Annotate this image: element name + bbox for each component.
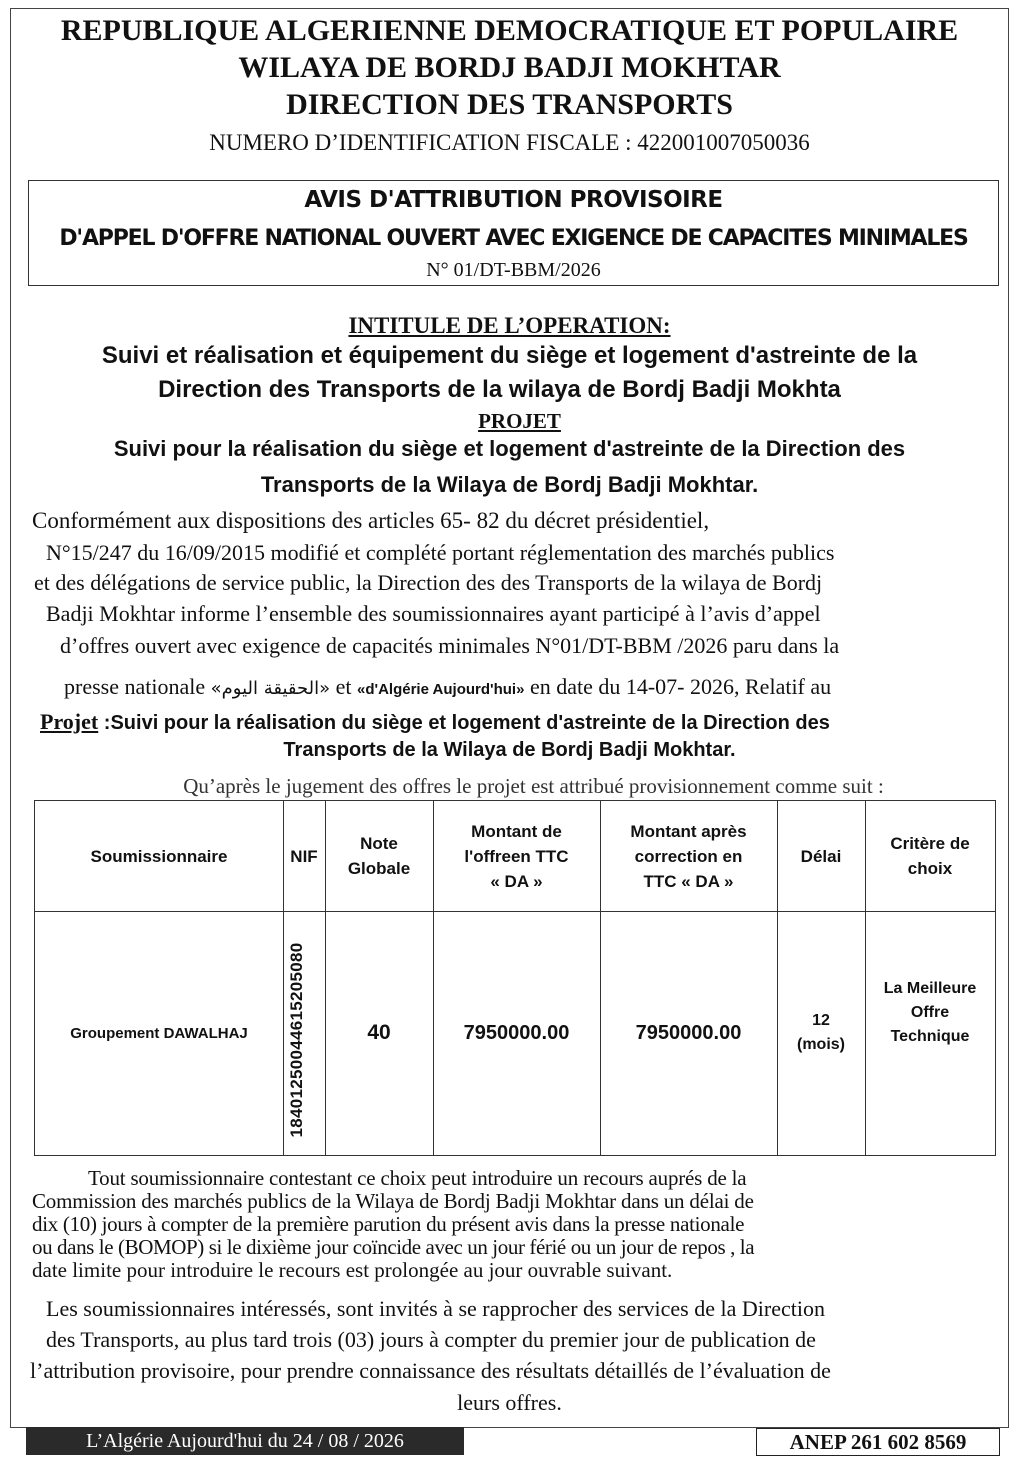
projet-heading: PROJET xyxy=(478,409,561,433)
notice-title-box xyxy=(28,180,999,286)
operation-line-2: Direction des Transports de la wilaya de Bordj Badji Mokhta xyxy=(158,376,841,403)
body-line-6-c: en date du 14-07- 2026, Relatif au xyxy=(524,674,832,699)
projet-line-2: Transports de la Wilaya de Bordj Badji Mokhtar. xyxy=(260,472,759,497)
operation-line-1: Suivi et réalisation et équipement du siège et logement d'astreinte de la xyxy=(101,342,918,369)
header-delai: Délai xyxy=(800,846,842,866)
newspaper-algerie: «d'Algérie Aujourd'hui» xyxy=(357,681,525,698)
header-wilaya: WILAYA DE BORDJ BADJI MOKHTAR xyxy=(238,51,781,84)
projet-label: Projet xyxy=(40,709,99,734)
invite-line-3: l’attribution provisoire, pour prendre connaissance des résultats détaillés de l’évaluation de xyxy=(30,1358,831,1383)
cell-montant-offre: 7950000.00 xyxy=(463,1021,570,1044)
attribution-table xyxy=(34,800,996,1156)
header-soumissionnaire: Soumissionnaire xyxy=(90,846,228,866)
header-montant-apres-correction: Montant après correction en TTC « DA » xyxy=(630,821,747,891)
cell-critere: La Meilleure Offre Technique xyxy=(883,980,977,1045)
invite-line-4: leurs offres. xyxy=(457,1390,562,1415)
newspaper-arabic: «الحقيقة اليوم» xyxy=(210,678,331,699)
notice-page: REPUBLIQUE ALGERIENNE DEMOCRATIQUE ET POPULAIRE WILAYA DE BORDJ BADJI MOKHTAR DIRECTION DES TRANSPORTS NUMERO D’IDENTIFICATION FISCALE : 422001007050036 AVIS D'ATTRIBUTION PROVISOIRE D'APPEL D'OFFRE NATIONAL OUVERT AVEC EXIGENCE DE CAPACITES MINIMALES N° 01/DT-BBM/2026 INTITULE DE L’OPERATION: Suivi et réalisation et équipement du siège et logement d'astreinte de la Direction des Transports de la wilaya de Bordj Badji Mokhta PROJET Suivi pour la réalisation du siège et logement d'astreinte de la Direction des Transports de la Wilaya de Bordj Badji Mokhtar. Conformément aux dispositions des articles 65- 82 du décret présidentiel, N°15/247 du 16/09/2015 modifié et complété portant réglementation des marchés publics et des délégations de service public, la Direction des des Transports de la wilaya de Bordj Badji Mokhtar informe l’ensemble des soumissionnaires ayant participé à l’avis d’appel d’offres ouvert avec exigence de capacités minimales N°01/DT-BBM /2026 paru dans la presse nationale «الحقيقة اليوم» et «d'Algérie Aujourd'hui» en date du 14-07- 2026, Relatif au Projet :Suivi pour la réalisation du siège et logement d'astreinte de la Direction des Transports de la Wilaya de Bordj Badji Mokhtar. Qu’après le jugement des offres le projet est attribué provisionnement comme suit : Soumissionnaire NIF Note Globale Montant de l'offreen TTC « DA » Montant après correction en TTC « DA » Délai Critère de choix Groupement DAWALHAJ 40 7950000.00 7950000.00 12 (mois) La Meilleure Offre Technique 184012500446152050​80 Tout soumissionnaire contestant ce choix peut introduire un recours auprés de la Commission des marchés publics de la Wilaya de Bordj Badji Mokhtar dans un délai de dix (10) jours à compter de la première parution du présent avis dans la presse nationale ou dans le (BOMOP) si le dixième jour coïncide avec un jour férié ou un jour de repos , la date limite pour introduire le recours est prolongée au jour ouvrable suivant. Les soumissionnaires intéressés, sont invités à se rapprocher des services de la Direction des Transports, au plus tard trois (03) jours à compter du premier jour de publication de l’attribution provisoire, pour prendre connaissance des résultats détaillés de l’évaluation de leurs offres. L’Algérie Aujourd'hui du 24 / 08 / 2026 ANEP 261 602 8569 xyxy=(0,0,1019,1463)
operation-heading: INTITULE DE L’OPERATION: xyxy=(348,313,671,338)
header-critere-choix: Critère de choix xyxy=(890,834,970,878)
body-projet-line-2: Transports de la Wilaya de Bordj Badji Mokhtar. xyxy=(283,739,736,761)
body-line-1: Conformément aux dispositions des articles 65- 82 du décret présidentiel, xyxy=(32,508,710,533)
projet-description: :Suivi pour la réalisation du siège et logement d'astreinte de la Direction des xyxy=(98,712,830,734)
invite-line-2: des Transports, au plus tard trois (03) jours à compter du premier jour de publication de xyxy=(46,1327,816,1352)
body-line-4: Badji Mokhtar informe l’ensemble des soumissionnaires ayant participé à l’avis d’appel xyxy=(46,601,821,626)
projet-line-1: Suivi pour la réalisation du siège et logement d'astreinte de la Direction des xyxy=(113,436,906,461)
notice-number: N° 01/DT-BBM/2026 xyxy=(426,259,601,281)
header-republic: REPUBLIQUE ALGERIENNE DEMOCRATIQUE ET POPULAIRE xyxy=(60,14,959,47)
cell-note: 40 xyxy=(367,1021,391,1044)
recours-line-4: ou dans le (BOMOP) si le dixième jour coïncide avec un jour férié ou un jour de repos , la xyxy=(32,1235,755,1259)
notice-title: AVIS D'ATTRIBUTION PROVISOIRE xyxy=(304,187,723,213)
cell-montant-apres-correction: 7950000.00 xyxy=(635,1021,742,1044)
cell-delai: 12 (mois) xyxy=(797,1012,845,1053)
body-line-3: et des délégations de service public, la Direction des des Transports de la wilaya de Bordj xyxy=(34,570,823,595)
recours-line-5: date limite pour introduire le recours est prolongée au jour ouvrable suivant. xyxy=(32,1258,673,1282)
body-line-2: N°15/247 du 16/09/2015 modifié et complété portant réglementation des marchés publics xyxy=(46,540,835,565)
body-line-5: d’offres ouvert avec exigence de capacités minimales N°01/DT-BBM /2026 paru dans la xyxy=(60,633,840,658)
invite-line-1: Les soumissionnaires intéressés, sont invités à se rapprocher des services de la Direction xyxy=(46,1296,825,1321)
notice-subtitle: D'APPEL D'OFFRE NATIONAL OUVERT AVEC EXIGENCE DE CAPACITES MINIMALES xyxy=(59,226,968,251)
header-nif: NIF xyxy=(290,846,318,866)
header-montant-offre: Montant de l'offreen TTC « DA » xyxy=(464,821,569,891)
publication-source: L’Algérie Aujourd'hui du 24 / 08 / 2026 xyxy=(26,1427,464,1455)
body-projet-line xyxy=(40,709,830,735)
table-intro: Qu’après le jugement des offres le projet est attribué provisionnement comme suit : xyxy=(183,774,884,798)
header-note-globale: Note Globale xyxy=(347,834,411,878)
header-direction: DIRECTION DES TRANSPORTS xyxy=(286,88,733,121)
header-nif: NUMERO D’IDENTIFICATION FISCALE : 422001007050036 xyxy=(209,130,810,155)
recours-line-1: Tout soumissionnaire contestant ce choix peut introduire un recours auprés de la xyxy=(88,1166,747,1190)
recours-line-3: dix (10) jours à compter de la première parution du présent avis dans la presse nationale xyxy=(32,1212,745,1236)
body-line-6-b: et xyxy=(330,674,358,699)
recours-line-2: Commission des marchés publics de la Wilaya de Bordj Badji Mokhtar dans un délai de xyxy=(32,1189,754,1213)
body-line-6 xyxy=(64,674,831,700)
anep-number: ANEP 261 602 8569 xyxy=(756,1428,1000,1456)
cell-soumissionnaire: Groupement DAWALHAJ xyxy=(70,1024,248,1042)
body-line-6-a: presse nationale xyxy=(64,674,211,699)
